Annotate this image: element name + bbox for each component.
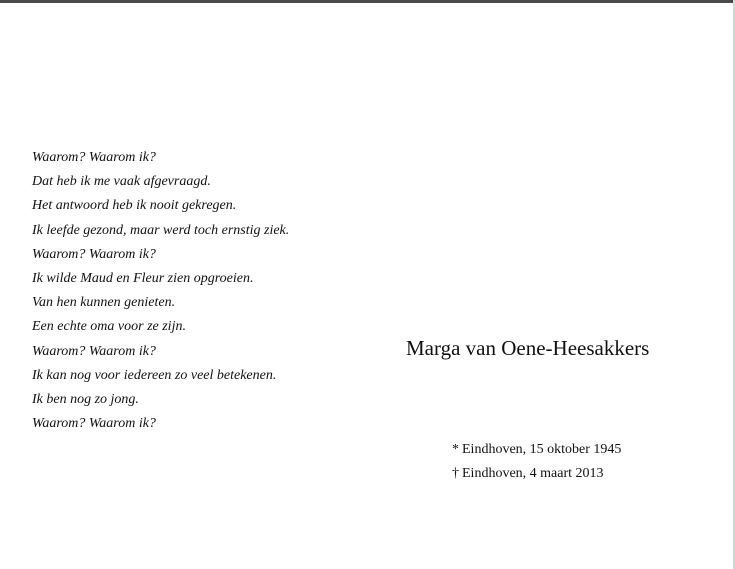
deceased-name: Marga van Oene-Heesakkers: [406, 336, 650, 360]
death-date: Eindhoven, 4 maart 2013: [462, 466, 604, 481]
poem-line: Ik leefde gezond, maar werd toch ernstig ziek.: [32, 222, 290, 238]
birth-date: Eindhoven, 15 oktober 1945: [462, 442, 622, 457]
poem-line: Ik ben nog zo jong.: [32, 392, 139, 408]
life-dates: [452, 438, 621, 486]
poem-line: Waarom? Waarom ik?: [32, 246, 156, 262]
birth-line: [452, 438, 621, 462]
poem-line: Waarom? Waarom ik?: [32, 416, 156, 432]
poem-line: Waarom? Waarom ik?: [32, 343, 156, 359]
card-top-edge: [0, 0, 735, 3]
poem-line: Waarom? Waarom ik?: [32, 150, 156, 165]
birth-asterisk-icon: *: [452, 442, 459, 457]
poem-line: Van hen kunnen genieten.: [32, 295, 176, 311]
poem-line: Het antwoord heb ik nooit gekregen.: [32, 198, 237, 214]
poem-line: Dat heb ik me vaak afgevraagd.: [32, 174, 211, 190]
poem-line: Ik wilde Maud en Fleur zien opgroeien.: [32, 271, 254, 287]
poem: [32, 146, 289, 436]
poem-line: Een echte oma voor ze zijn.: [32, 319, 186, 335]
poem-line: Ik kan nog voor iedereen zo veel betekenen.: [32, 367, 277, 383]
death-line: [452, 462, 621, 486]
death-cross-icon: †: [452, 466, 459, 481]
